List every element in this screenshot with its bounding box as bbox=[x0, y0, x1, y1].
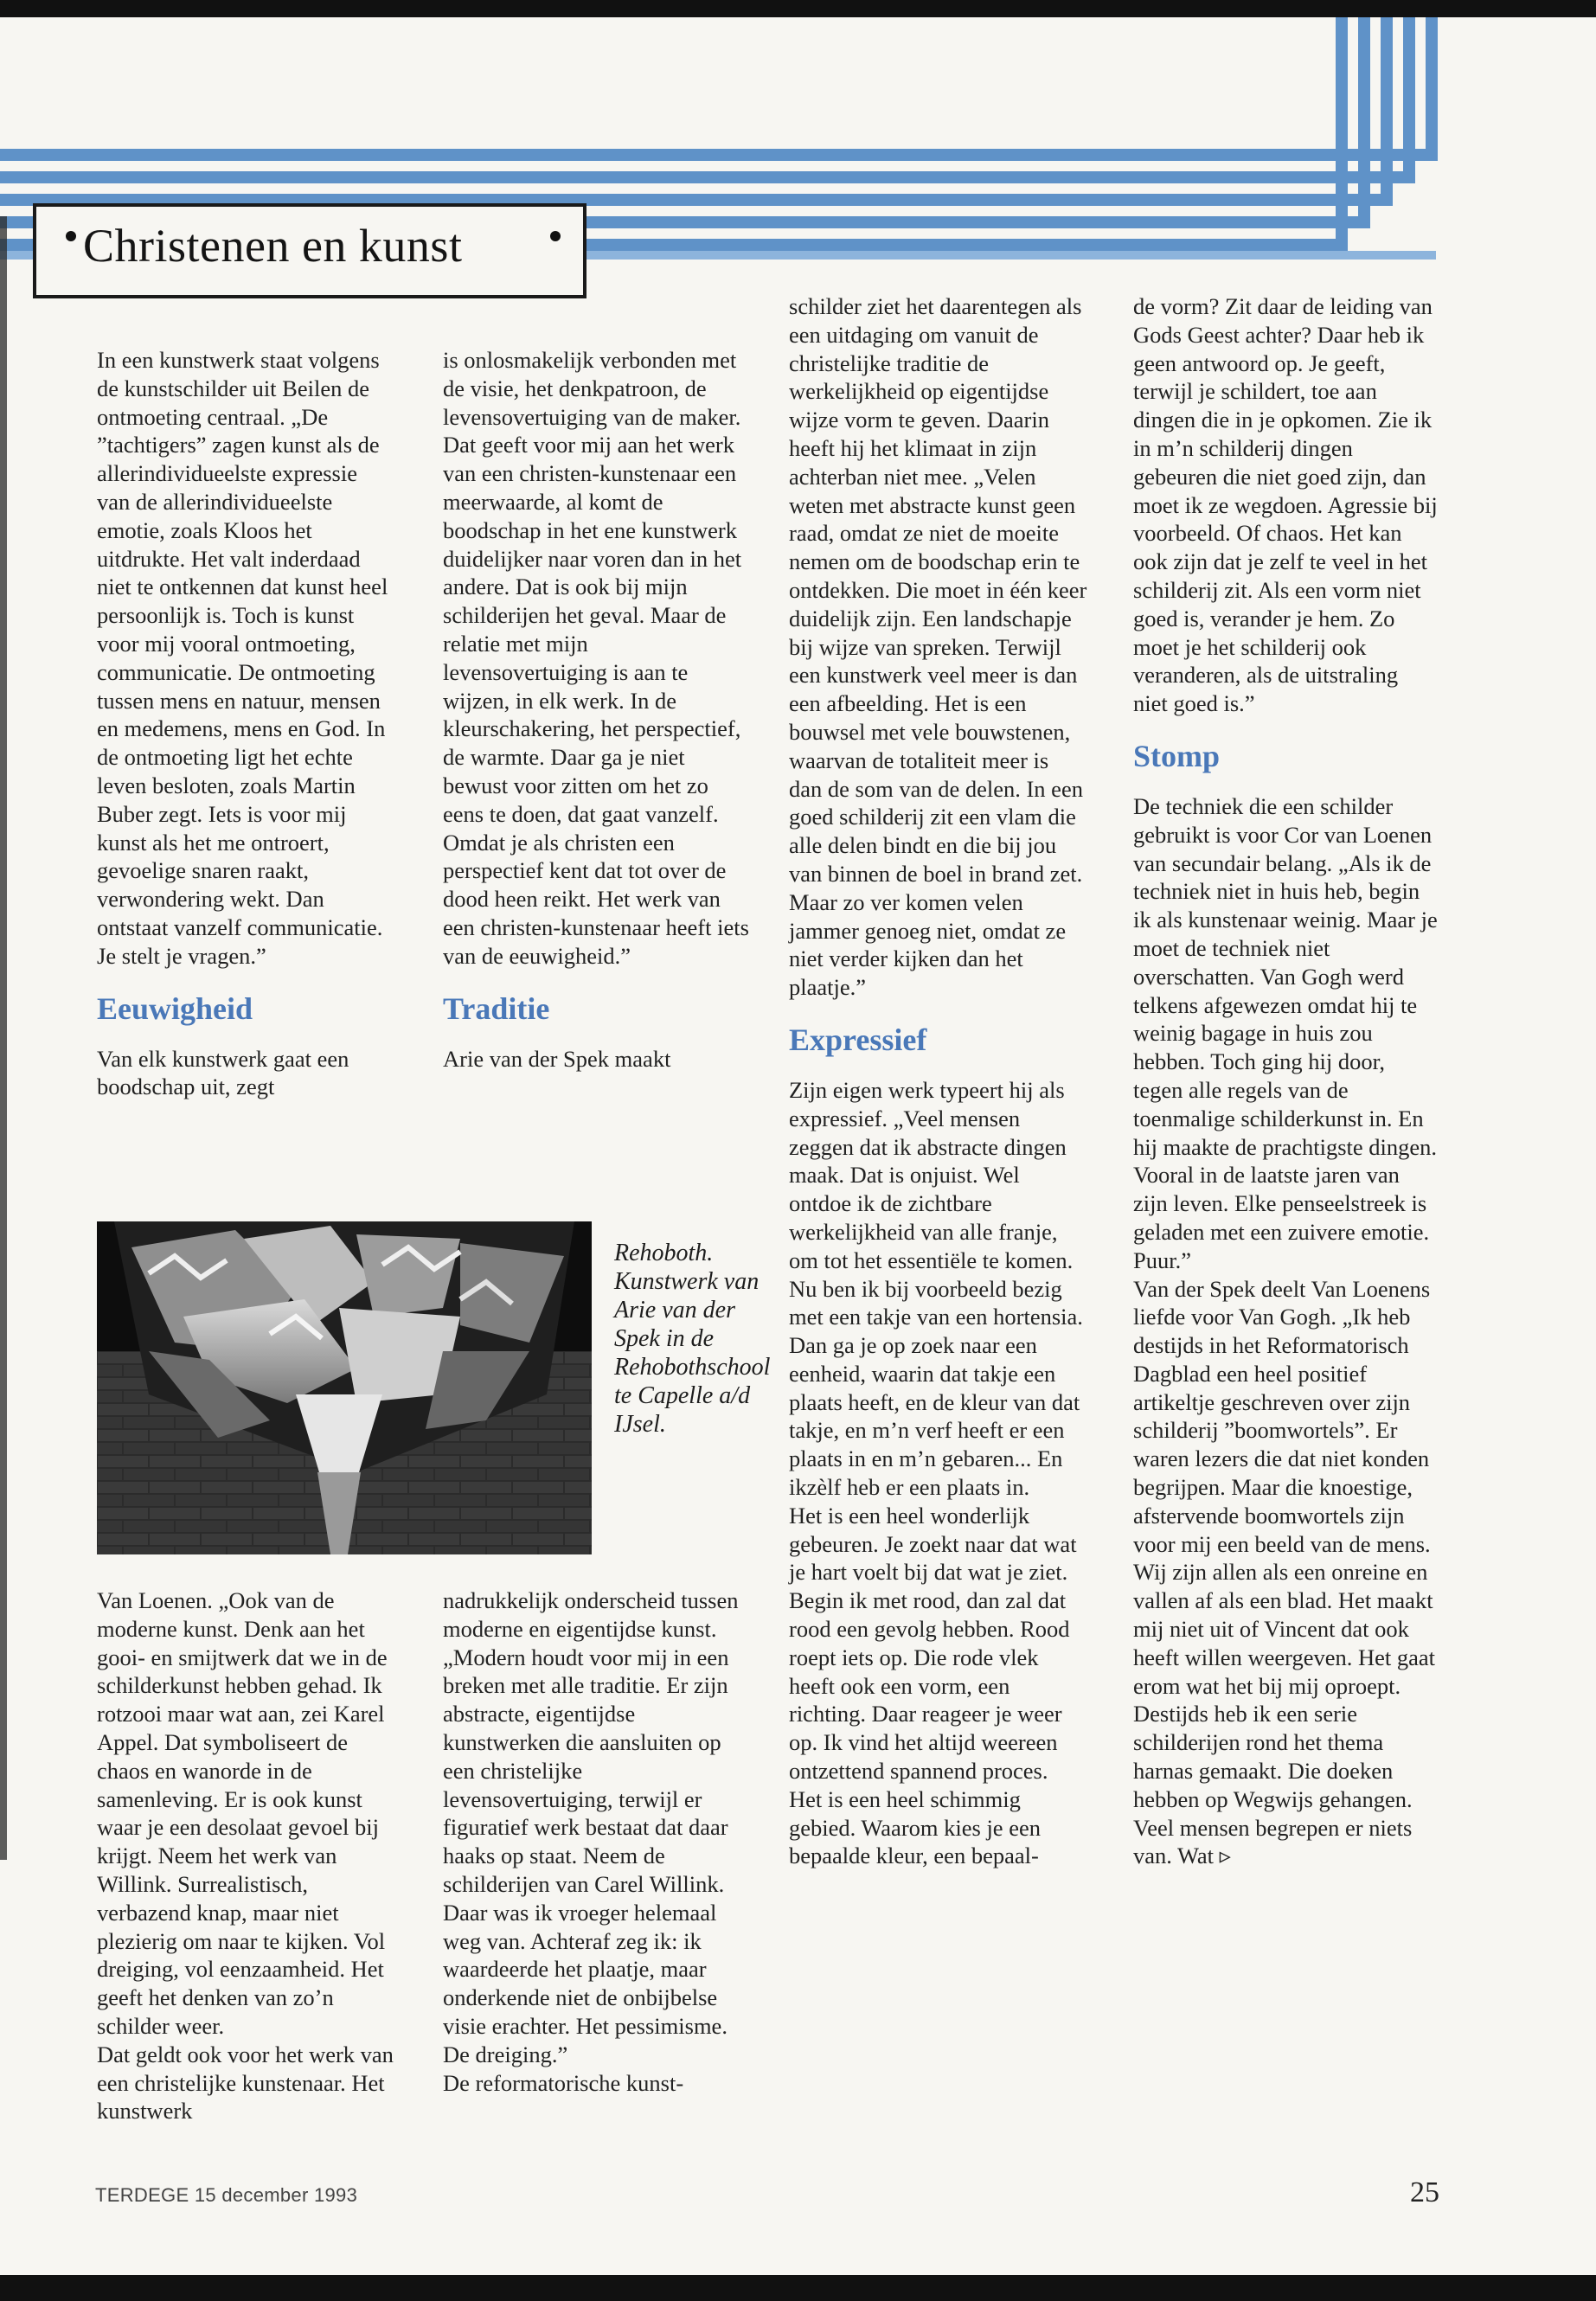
paragraph: Van Loenen. „Ook van de moderne kunst. Denk aan het gooi- en smijtwerk dat we in de schilderkunst hebben gehad. Ik rotzooi maar wat aan, zei Karel Appel. Dat symboliseert de chaos en wanorde in de samenleving. Er is ook kunst waar je een desolaat gevoel bij krijgt. Neem het werk van Willink. Surrealistisch, verbazend knap, maar niet plezierig om naar te kijken. Vol dreiging, vol eenzaamheid. Het geeft het denken van zo’n schilder weer. bbox=[97, 1587, 388, 2039]
scan-edge bbox=[0, 216, 7, 1860]
paragraph: de vorm? Zit daar de leiding van Gods Geest achter? Daar heb ik geen antwoord op. Je geeft, terwijl je schildert, toe aan dingen die in je opkomen. Zie ik in m’n schilderij dingen gebeuren die niet goed zijn, dan moet ik ze wegdoen. Agressie bij voorbeeld. Of chaos. Het kan ook zijn dat je zelf te veel in het schilderij zit. Als een vorm niet goed is, verander je hem. Zo moet je het schilderij ook veranderen, als de uitstraling niet goed is.” bbox=[1133, 293, 1438, 717]
paragraph: De techniek die een schilder gebruikt is voor Cor van Loenen van secundair belang. „Als ik de techniek niet in huis heb, begin ik als kunstenaar weinig. Maar je moet de techniek niet overschatten. Van Gogh werd telkens afgewezen omdat hij te weinig bagage in huis zou hebben. Toch ging hij door, tegen alle regels van de toenmalige schilderkunst in. En hij maakte de prachtigste dingen. Vooral in de laatste jaren van zijn leven. Elke penseelstreek is geladen met een zuivere emotie. Puur.” bbox=[1133, 792, 1438, 1273]
column-1-lower bbox=[97, 1586, 395, 2125]
paragraph: Zijn eigen werk typeert hij als expressief. „Veel mensen zeggen dat ik abstracte dingen maak. Dat is onjuist. Wel ontdoe ik de zichtbare werkelijkheid van alle franje, om tot het essentiële te komen. Nu ben ik bij voorbeeld bezig met een takje van een hortensia. Dan ga je op zoek naar een eenheid, waarin dat takje een plaats heeft, en de kleur van dat takje, en m’n verf heeft er een plaats in en m’n gebaren... En ikzèlf heb er een plaats in. bbox=[789, 1076, 1083, 1501]
bullet-icon bbox=[550, 231, 561, 241]
decorative-stripe bbox=[1381, 17, 1393, 206]
section-heading: Eeuwigheid bbox=[97, 990, 253, 1026]
paragraph: is onlosmakelijk verbonden met de visie, het denkpatroon, de levensovertuiging van de maker. Dat geeft voor mij aan het werk van een christen-kunstenaar een meerwaarde, al komt de boodschap in het ene kunstwerk duidelijker naar voren dan in het andere. Dat is ook bij mijn schilderijen het geval. Maar de relatie met mijn levensovertuiging is aan te wijzen, in elk werk. In de kleurschakering, het perspectief, de warmte. Daar ga je niet bewust voor zitten om het zo eens te doen, dat gaat vanzelf. Omdat je als christen een perspectief kent dat tot over de dood heen reikt. Het werk van een christen-kunstenaar heeft iets van de eeuwigheid.” bbox=[443, 347, 749, 969]
publication-footer: TERDEGE 15 december 1993 bbox=[95, 2184, 358, 2206]
bullet-icon bbox=[66, 231, 76, 241]
column-2-lower bbox=[443, 1586, 750, 2097]
paragraph: Van elk kunstwerk gaat een boodschap uit, zegt bbox=[97, 1045, 349, 1100]
paragraph: Dat geldt ook voor het werk van een christelijke kunstenaar. Het kunstwerk bbox=[97, 2041, 394, 2125]
decorative-stripe bbox=[1358, 17, 1370, 228]
decorative-stripe bbox=[1426, 17, 1438, 161]
paragraph: Het is een heel schimmig gebied. Waarom kies je een bepaalde kleur, een bepaal- bbox=[789, 1785, 1041, 1869]
section-heading: Stomp bbox=[1133, 738, 1221, 773]
decorative-stripe bbox=[0, 171, 1403, 183]
section-heading: Traditie bbox=[443, 990, 550, 1026]
column-4 bbox=[1133, 292, 1438, 1870]
column-2-upper bbox=[443, 346, 750, 1073]
column-3 bbox=[789, 292, 1087, 1870]
scan-edge-bottom bbox=[0, 2275, 1596, 2301]
decorative-stripe bbox=[1336, 17, 1348, 251]
paragraph: Het is een heel wonderlijk gebeuren. Je zoekt naar dat wat je hart voelt bij dat wat je ziet. Begin ik met rood, dan zal dat rood een gevolg hebben. Rood roept iets op. Die rode vlek heeft ook een vorm, een richting. Daar reageer je weer op. Ik vind het altijd weereen ontzettend spannend proces. bbox=[789, 1502, 1077, 1785]
photo-caption: Rehoboth. Kunstwerk van Arie van der Spek in de Rehobothschool te Capelle a/d IJsel. bbox=[614, 1240, 771, 1438]
paragraph: schilder ziet het daarentegen als een uitdaging om vanuit de christelijke traditie de werkelijkheid op eigentijdse wijze vorm te geven. Daarin heeft hij het klimaat in zijn achterban niet mee. „Velen weten met abstracte kunst geen raad, omdat ze niet de moeite nemen om de boodschap erin te ontdekken. Die moet in één keer duidelijk zijn. Een landschapje bij wijze van spreken. Terwijl een kunstwerk veel meer is dan een afbeelding. Het is een bouwsel met vele bouwstenen, waarvan de totaliteit meer is dan de som van de delen. In een goed schilderij zit een vlam die alle delen bindt en die bij jou van binnen de boel in brand zet. Maar zo ver komen velen jammer genoeg niet, omdat ze niet verder kijken dan het plaatje.” bbox=[789, 293, 1087, 1001]
paragraph: Van der Spek deelt Van Loenens liefde voor Van Gogh. „Ik heb destijds in het Reformatorisch Dagblad een heel positief artikeltje geschreven over zijn schilderij ”boomwortels”. Er waren lezers die dat niet konden begrijpen. Maar die knoestige, afstervende boomwortels zijn voor mij een beeld van de mens. Wij zijn allen als een onreine en vallen af als een blad. Het maakt mij niet uit of Vincent dat ook heeft willen weergeven. Het gaat erom wat het bij mij oproept. Destijds heb ik een serie schilderijen rond het thema harnas gemaakt. Die doeken hebben op Wegwijs gehangen. Veel mensen begrepen er niets van. Wat ▹ bbox=[1133, 1275, 1436, 1869]
artwork-image bbox=[97, 1221, 592, 1554]
paragraph: Arie van der Spek maakt bbox=[443, 1045, 671, 1072]
decorative-stripe bbox=[1403, 17, 1415, 183]
title-box bbox=[33, 203, 586, 298]
section-heading: Expressief bbox=[789, 1022, 927, 1057]
page-number: 25 bbox=[1410, 2176, 1439, 2208]
paragraph: nadrukkelijk onderscheid tussen moderne en eigentijdse kunst. „Modern houdt voor mij in een breken met alle traditie. Er zijn abstracte, eigentijdse kunstwerken die aansluiten op een christelijke levensovertuiging, terwijl er figuratief werk bestaat dat daar haaks op staat. Neem de schilderijen van Carel Willink. Daar was ik vroeger helemaal weg van. Achteraf zeg ik: ik waardeerde het plaatje, maar onderkende niet de onbijbelse visie erachter. Het pessimisme. De dreiging.” bbox=[443, 1587, 739, 2067]
paragraph: In een kunstwerk staat volgens de kunstschilder uit Beilen de ontmoeting centraal. „De ”tachtigers” zagen kunst als de allerindividueelste expressie van de allerindividueelste emotie, zoals Kloos het uitdrukte. Het valt inderdaad niet te ontkennen dat kunst heel persoonlijk is. Toch is kunst voor mij vooral ontmoeting, communicatie. De ontmoeting tussen mens en natuur, mensen en medemens, mens en God. In de ontmoeting ligt het echte leven besloten, zoals Martin Buber zegt. Iets is voor mij kunst als het me ontroert, gevoelige snaren raakt, verwondering wekt. Dan ontstaat vanzelf communicatie. Je stelt je vragen.” bbox=[97, 347, 388, 969]
artwork-photo bbox=[97, 1221, 592, 1554]
decorative-stripe bbox=[0, 149, 1426, 161]
scan-edge-top bbox=[0, 0, 1596, 17]
page-title: Christenen en kunst bbox=[83, 220, 463, 272]
magazine-page bbox=[0, 17, 1596, 2275]
paragraph: De reformatorische kunst- bbox=[443, 2069, 684, 2096]
column-1-upper bbox=[97, 346, 395, 1101]
